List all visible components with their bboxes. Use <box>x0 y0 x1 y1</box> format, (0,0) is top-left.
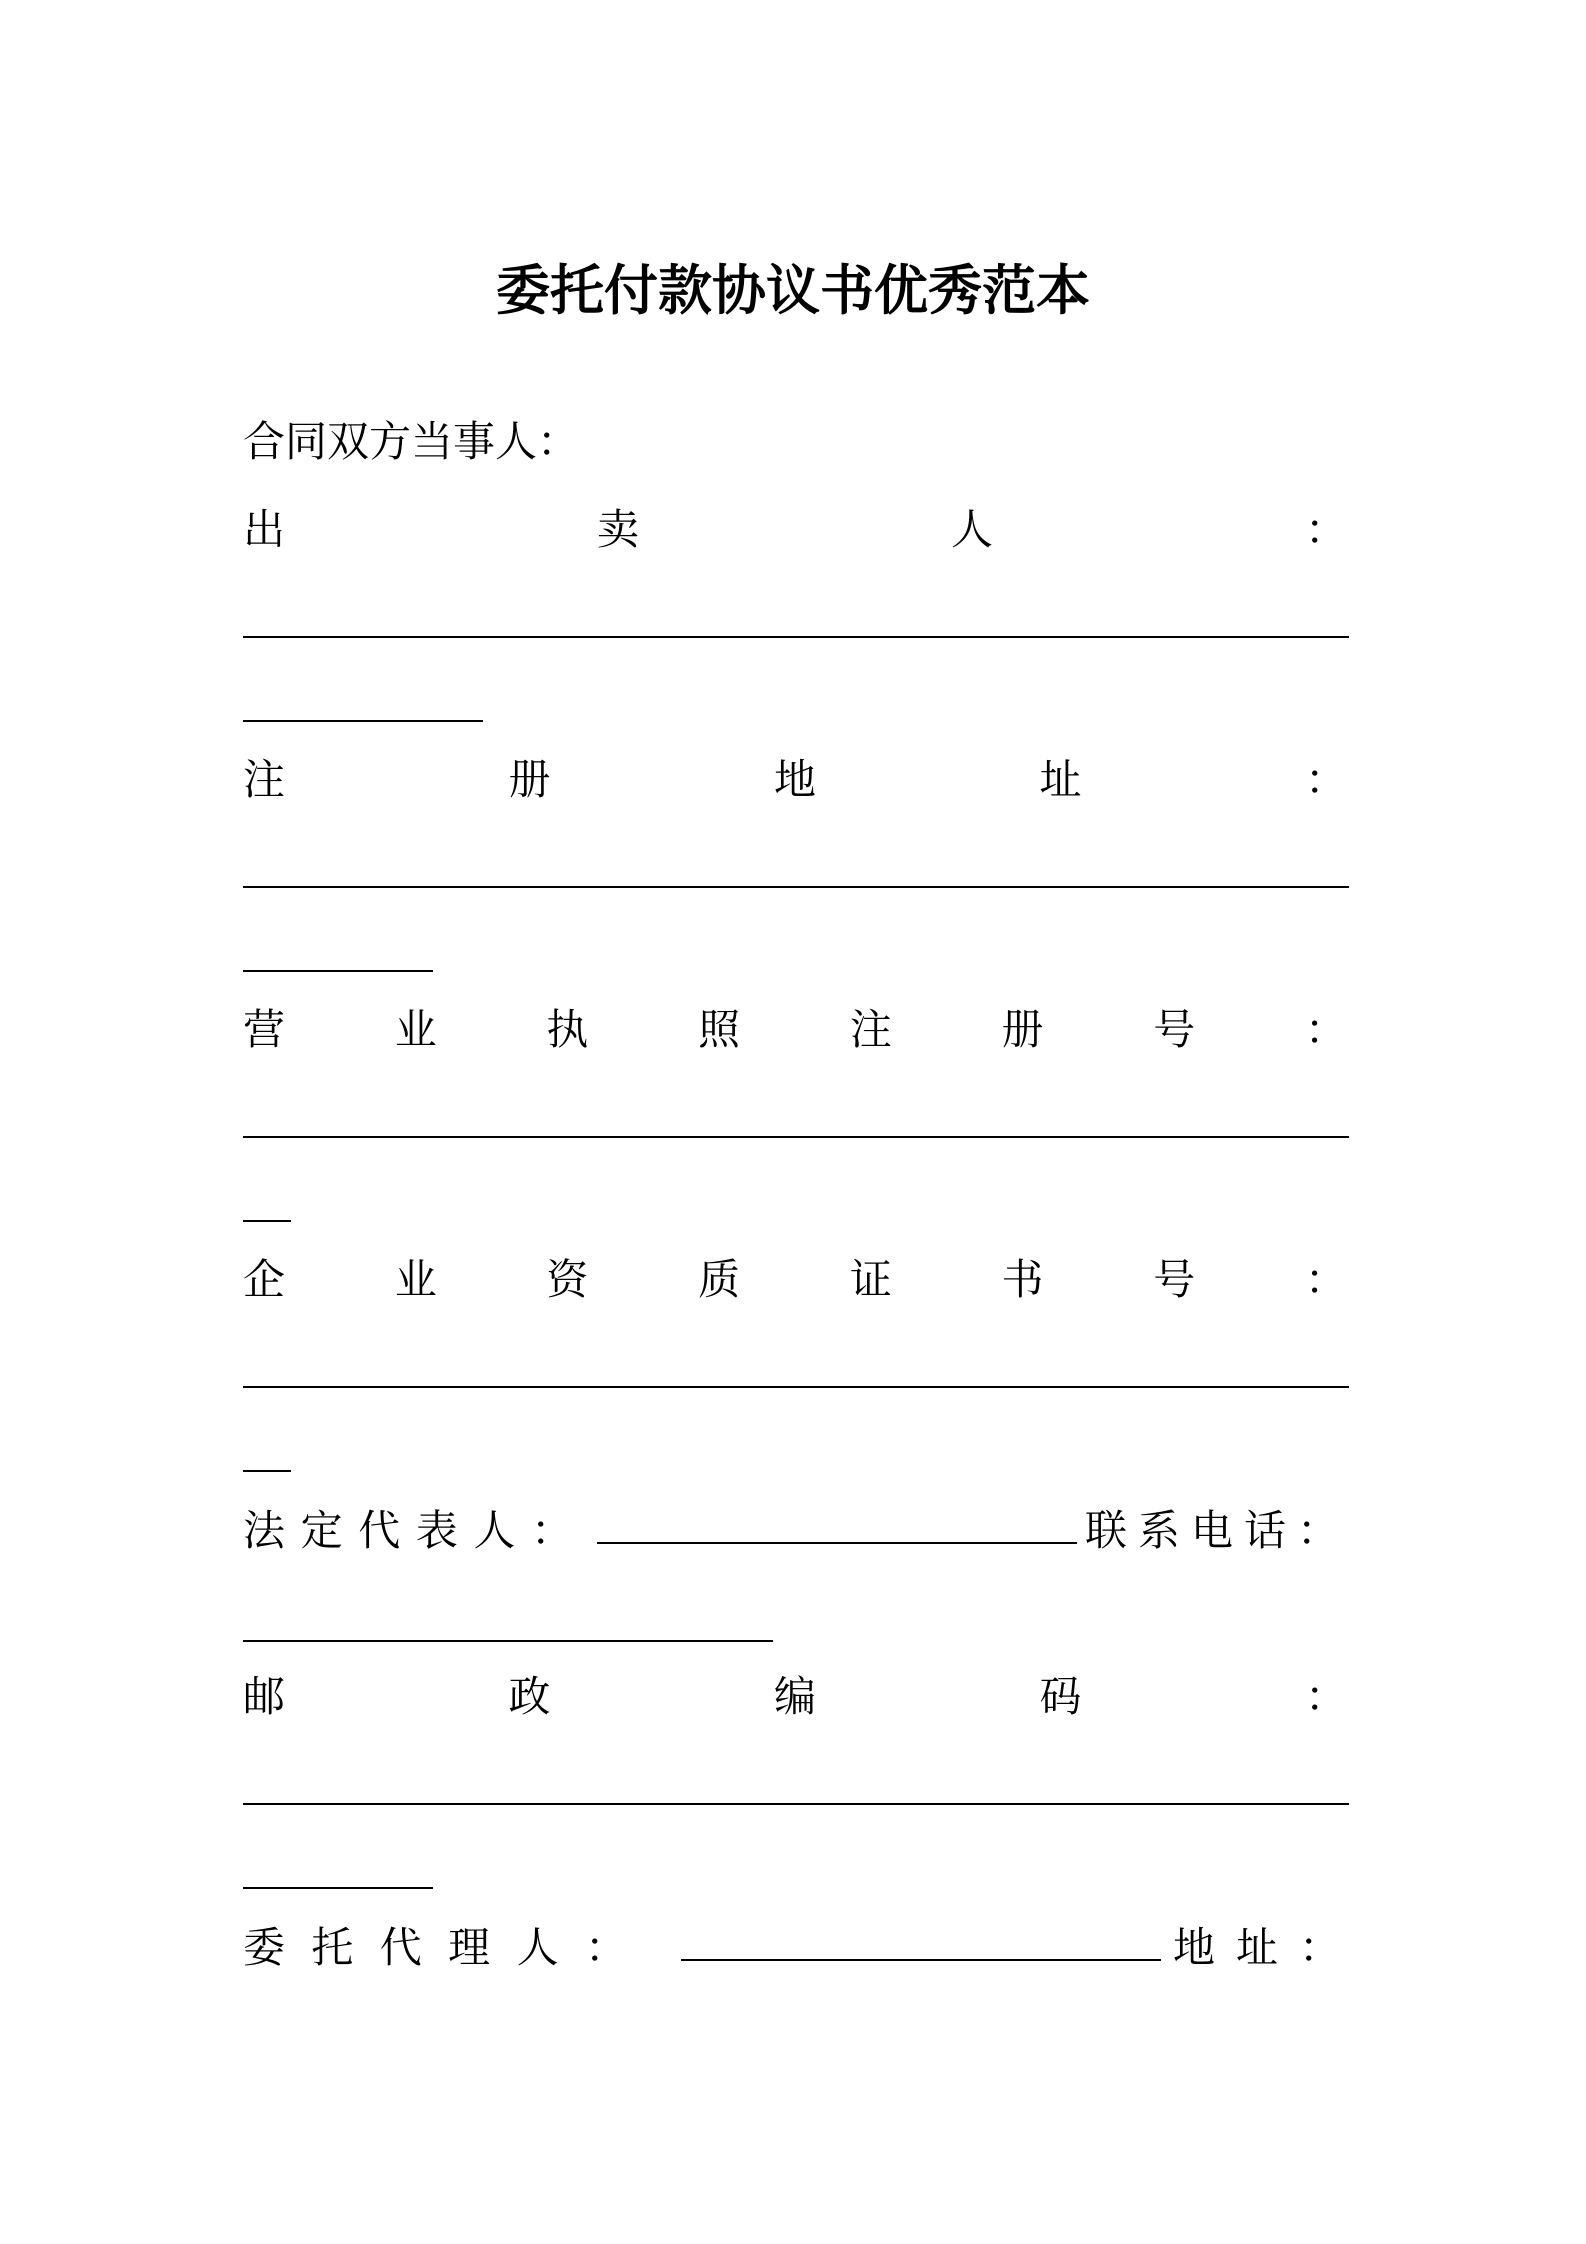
qualification-no-label: 企 业 资 质 证 书 号 ： <box>243 1255 1347 1304</box>
agent-label: 委 托 代 理 人 ： <box>243 1923 627 1972</box>
legal-rep-blank[interactable] <box>597 1512 1077 1544</box>
phone-blank-line[interactable] <box>243 1640 773 1642</box>
agent-blank[interactable] <box>681 1929 1161 1961</box>
legal-rep-label: 法 定 代 表 人 ： <box>243 1506 573 1555</box>
qualification-no-blank-line-2[interactable] <box>243 1470 291 1472</box>
license-no-label: 营 业 执 照 注 册 号 ： <box>243 1005 1347 1054</box>
seller-label: 出 卖 人 ： <box>243 505 1347 554</box>
postcode-label: 邮 政 编 码 ： <box>243 1672 1347 1721</box>
seller-blank-line-2[interactable] <box>243 720 483 722</box>
phone-label: 联 系 电 话 ： <box>1085 1506 1339 1555</box>
address-label: 地 址 ： <box>1173 1923 1341 1972</box>
license-no-blank-line-1[interactable] <box>243 1136 1349 1138</box>
legal-rep-phone-row <box>243 1498 1347 1558</box>
reg-address-blank-line-1[interactable] <box>243 886 1349 888</box>
license-no-blank-line-2[interactable] <box>243 1220 291 1222</box>
document-title: 委托付款协议书优秀范本 <box>496 259 1090 322</box>
reg-address-label: 注 册 地 址 ： <box>243 755 1347 804</box>
parties-intro: 合同双方当事人： <box>243 417 580 466</box>
postcode-blank-line-1[interactable] <box>243 1803 1349 1805</box>
seller-blank-line-1[interactable] <box>243 636 1349 638</box>
reg-address-blank-line-2[interactable] <box>243 970 433 972</box>
postcode-blank-line-2[interactable] <box>243 1887 433 1889</box>
agent-address-row <box>243 1915 1347 1975</box>
qualification-no-blank-line-1[interactable] <box>243 1386 1349 1388</box>
